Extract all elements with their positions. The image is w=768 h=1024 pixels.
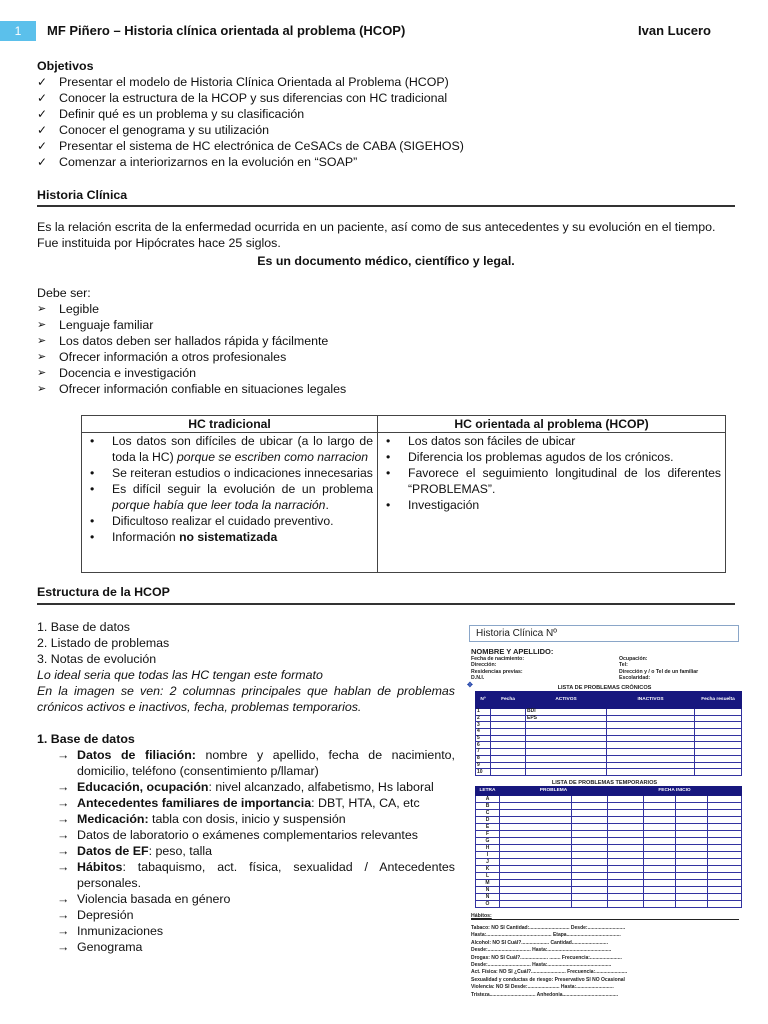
table-cell <box>608 866 644 873</box>
table-cell: H <box>476 845 500 852</box>
historia-key-statement: Es un documento médico, científico y legal. <box>257 254 515 268</box>
table-cell <box>572 859 608 866</box>
table-cell <box>695 755 742 762</box>
table-row <box>476 729 742 736</box>
table-cell <box>572 845 608 852</box>
list-item: 3. Notas de evolución <box>37 652 157 666</box>
table-cell <box>608 894 644 901</box>
table-cell <box>572 838 608 845</box>
table-cell <box>708 838 742 845</box>
list-item: → Inmunizaciones <box>37 923 455 939</box>
table-cell: O <box>476 901 500 908</box>
table-cell <box>491 709 526 716</box>
column-header: HC tradicional <box>82 416 378 433</box>
table-cell <box>526 762 607 769</box>
page-number: 1 <box>0 21 36 41</box>
list-item: → Depresión <box>37 907 455 923</box>
habits-label: Hábitos: <box>471 913 739 920</box>
table-cell <box>491 735 526 742</box>
table-cell <box>676 838 708 845</box>
table-row <box>476 742 742 749</box>
habit-line: Tristeza................................. Anhedonia........................................ <box>471 991 619 998</box>
table-cell <box>500 810 572 817</box>
table-cell: J <box>476 859 500 866</box>
list-item: • Los datos son difíciles de ubicar (a lo largo de toda la HC) porque se escriben como narracion <box>86 433 373 465</box>
table-cell <box>491 769 526 776</box>
table-cell <box>676 873 708 880</box>
list-item: • Se reiteran estudios o indicaciones innecesarias <box>86 465 373 481</box>
table-cell <box>500 831 572 838</box>
table-cell <box>500 817 572 824</box>
table-cell <box>572 887 608 894</box>
estructura-section <box>37 619 455 955</box>
table-cell <box>695 729 742 736</box>
table-cell <box>676 852 708 859</box>
table-cell <box>608 887 644 894</box>
estructura-heading-block <box>37 584 735 605</box>
table-cell <box>500 894 572 901</box>
table-cell <box>607 715 695 722</box>
list-item: • Diferencia los problemas agudos de los crónicos. <box>382 449 721 465</box>
objetivos-section <box>37 58 737 170</box>
table-row <box>476 866 742 873</box>
column-header: HC orientada al problema (HCOP) <box>378 416 726 433</box>
table-cell <box>608 796 644 803</box>
hc-tradicional-cell <box>82 433 378 573</box>
table-cell <box>572 796 608 803</box>
table-cell <box>695 769 742 776</box>
table-cell <box>708 887 742 894</box>
table-row <box>476 880 742 887</box>
debe-ser-list <box>37 301 735 397</box>
table-cell <box>608 852 644 859</box>
form-name-label: NOMBRE Y APELLIDO: <box>471 647 554 656</box>
table-cell <box>491 755 526 762</box>
table-cell <box>526 742 607 749</box>
table-row <box>476 831 742 838</box>
table-cell <box>644 859 676 866</box>
table-cell <box>676 803 708 810</box>
column-header: ACTIVOS <box>526 692 607 709</box>
table-cell <box>644 803 676 810</box>
table-cell <box>491 729 526 736</box>
table-row <box>476 838 742 845</box>
table-cell <box>491 715 526 722</box>
table-row <box>476 887 742 894</box>
table-row <box>476 762 742 769</box>
table-cell <box>676 796 708 803</box>
list-item: ✓ Conocer el genograma y su utilización <box>37 122 737 138</box>
table-row <box>476 817 742 824</box>
table-row <box>476 803 742 810</box>
table-cell <box>607 755 695 762</box>
table-cell <box>500 859 572 866</box>
table-cell <box>708 831 742 838</box>
table-cell <box>708 852 742 859</box>
table-cell <box>708 810 742 817</box>
table-cell <box>644 810 676 817</box>
table-cell <box>572 824 608 831</box>
table-cell <box>708 796 742 803</box>
habit-line: Sexualidad y conductas de riesgo: Preservativo SI NO Ocasional <box>471 976 625 983</box>
table-cell <box>644 831 676 838</box>
table-cell <box>644 894 676 901</box>
list-item: 2. Listado de problemas <box>37 636 170 650</box>
table-cell <box>607 709 695 716</box>
section-divider <box>37 603 735 605</box>
table-cell: 8 <box>476 755 491 762</box>
table-row <box>476 735 742 742</box>
table-cell <box>500 845 572 852</box>
table-row <box>476 894 742 901</box>
list-item: → Datos de EF: peso, talla <box>37 843 455 859</box>
list-item: → Educación, ocupación: nivel alcanzado, alfabetismo, Hs laboral <box>37 779 455 795</box>
table-cell: L <box>476 873 500 880</box>
list-item: ✓ Conocer la estructura de la HCOP y sus diferencias con HC tradicional <box>37 90 737 106</box>
table-cell: 4 <box>476 729 491 736</box>
list-item: • Dificultoso realizar el cuidado preventivo. <box>86 513 373 529</box>
table-cell: 2 <box>476 715 491 722</box>
estructura-list <box>37 619 455 667</box>
table-cell <box>676 859 708 866</box>
table-cell: M <box>476 880 500 887</box>
temp-caption: LISTA DE PROBLEMAS TEMPORARIOS <box>551 780 658 786</box>
list-item: → Hábitos: tabaquismo, act. física, sexualidad / Antecedentes personales. <box>37 859 455 891</box>
habit-line: Tabaco: NO SI Cantidad:............................. Desde:........................... <box>471 925 626 931</box>
table-cell <box>607 735 695 742</box>
table-cell <box>500 880 572 887</box>
table-cell <box>572 866 608 873</box>
form-title: Historia Clínica Nº <box>469 625 739 642</box>
table-cell <box>676 824 708 831</box>
objetivos-list <box>37 74 737 170</box>
list-item: • Los datos son fáciles de ubicar <box>382 433 721 449</box>
table-cell <box>695 735 742 742</box>
table-cell <box>644 866 676 873</box>
table-cell <box>526 722 607 729</box>
column-header: Fecha resuelta <box>695 692 742 709</box>
table-cell <box>608 873 644 880</box>
habit-line: Violencia: NO SI Desde:....................... Hasta:........................... <box>471 984 614 991</box>
table-cell <box>608 810 644 817</box>
table-cell <box>676 866 708 873</box>
habit-line: Hasta:............................................... Etapa....................................... <box>471 932 621 939</box>
table-cell: Ñ <box>476 894 500 901</box>
base-datos-heading: 1. Base de datos <box>37 732 135 746</box>
objetivos-heading: Objetivos <box>37 59 94 73</box>
table-row <box>476 901 742 908</box>
table-cell <box>608 901 644 908</box>
column-header: INACTIVOS <box>607 692 695 709</box>
table-row <box>476 755 742 762</box>
table-cell <box>607 769 695 776</box>
habit-line: Alcohol: NO SI Cuál?.................... Cantidad.......................... <box>471 939 608 946</box>
table-cell <box>708 901 742 908</box>
historia-heading: Historia Clínica <box>37 188 128 202</box>
table-cell <box>500 803 572 810</box>
table-cell <box>708 880 742 887</box>
table-cell <box>695 749 742 756</box>
table-cell <box>572 817 608 824</box>
table-cell <box>708 859 742 866</box>
table-cell <box>526 769 607 776</box>
table-cell <box>607 762 695 769</box>
estructura-note: Lo ideal seria que todas las HC tengan este formato <box>37 668 323 682</box>
table-cell <box>572 803 608 810</box>
table-cell: F <box>476 831 500 838</box>
table-cell <box>500 852 572 859</box>
list-item: • Es difícil seguir la evolución de un problema porque había que leer toda la narración. <box>86 481 373 513</box>
table-cell <box>608 880 644 887</box>
table-cell: 1 <box>476 709 491 716</box>
list-item: ➢ Los datos deben ser hallados rápida y fácilmente <box>37 333 735 349</box>
table-cell: 5 <box>476 735 491 742</box>
list-item: ➢ Legible <box>37 301 735 317</box>
table-cell <box>708 845 742 852</box>
list-item: → Violencia basada en género <box>37 891 455 907</box>
table-cell <box>500 866 572 873</box>
table-row <box>476 810 742 817</box>
table-cell: B <box>476 803 500 810</box>
table-cell <box>608 831 644 838</box>
table-cell <box>644 852 676 859</box>
list-item: → Antecedentes familiares de importancia: DBT, HTA, CA, etc <box>37 795 455 811</box>
list-item: ✓ Presentar el sistema de HC electrónica de CeSACs de CABA (SIGEHOS) <box>37 138 737 154</box>
historia-paragraph: Es la relación escrita de la enfermedad ocurrida en un paciente, así como de sus antecedentes y su evolución en el tiempo. <box>37 220 716 234</box>
table-cell <box>572 831 608 838</box>
table-cell <box>644 838 676 845</box>
table-cell <box>676 810 708 817</box>
list-item: → Datos de filiación: nombre y apellido, fecha de nacimiento, domicilio, teléfono (consentimiento p/llamar) <box>37 747 455 779</box>
chronic-problems-table <box>475 691 742 776</box>
table-row <box>476 709 742 716</box>
table-cell <box>572 901 608 908</box>
table-row <box>476 722 742 729</box>
table-cell <box>572 894 608 901</box>
list-item: ✓ Comenzar a interiorizarnos en la evolución en “SOAP” <box>37 154 737 170</box>
table-cell <box>526 749 607 756</box>
table-cell <box>676 845 708 852</box>
list-item: ➢ Docencia e investigación <box>37 365 735 381</box>
section-divider <box>37 205 735 207</box>
table-cell <box>607 742 695 749</box>
table-cell <box>608 845 644 852</box>
table-cell <box>608 817 644 824</box>
habit-line: Drogas: NO SI Cuál?.................... ........ Frecuencia:....................... <box>471 954 622 961</box>
list-item: 1. Base de datos <box>37 620 130 634</box>
table-cell <box>572 810 608 817</box>
table-cell <box>644 873 676 880</box>
table-cell <box>676 887 708 894</box>
table-cell <box>607 729 695 736</box>
table-cell <box>695 709 742 716</box>
hcop-form-image <box>467 622 742 1017</box>
list-item: ✓ Presentar el modelo de Historia Clínica Orientada al Problema (HCOP) <box>37 74 737 90</box>
table-row <box>476 845 742 852</box>
table-cell: 9 <box>476 762 491 769</box>
table-cell: D <box>476 817 500 824</box>
list-item: ➢ Ofrecer información confiable en situaciones legales <box>37 381 735 397</box>
habit-line: Desde:............................... Hasta:.............................................. <box>471 962 612 969</box>
table-cell: 7 <box>476 749 491 756</box>
table-cell: 3 <box>476 722 491 729</box>
table-cell <box>572 880 608 887</box>
table-cell <box>708 824 742 831</box>
table-cell: C <box>476 810 500 817</box>
chronic-caption: LISTA DE PROBLEMAS CRÓNICOS <box>557 685 652 691</box>
table-row <box>476 824 742 831</box>
table-cell <box>708 873 742 880</box>
table-row <box>476 859 742 866</box>
table-row <box>476 769 742 776</box>
list-item: → Medicación: tabla con dosis, inicio y suspensión <box>37 811 455 827</box>
table-cell: K <box>476 866 500 873</box>
table-cell <box>526 755 607 762</box>
table-cell <box>644 824 676 831</box>
table-cell <box>500 901 572 908</box>
table-row <box>476 873 742 880</box>
table-cell <box>572 852 608 859</box>
table-row <box>476 852 742 859</box>
table-cell <box>695 715 742 722</box>
table-cell: N <box>476 887 500 894</box>
list-item: ✓ Definir qué es un problema y su clasificación <box>37 106 737 122</box>
table-cell: EPS <box>526 715 607 722</box>
table-cell <box>644 887 676 894</box>
table-cell <box>695 722 742 729</box>
table-row <box>476 715 742 722</box>
table-cell <box>491 749 526 756</box>
table-cell <box>644 796 676 803</box>
table-row <box>476 796 742 803</box>
move-handle-icon: ✥ <box>467 682 473 689</box>
list-item: ➢ Lenguaje familiar <box>37 317 735 333</box>
column-header: Nº <box>476 692 491 709</box>
list-item: ➢ Ofrecer información a otros profesionales <box>37 349 735 365</box>
table-cell <box>695 762 742 769</box>
table-cell <box>500 838 572 845</box>
table-cell: G <box>476 838 500 845</box>
table-cell <box>644 845 676 852</box>
table-cell <box>607 749 695 756</box>
table-cell <box>644 817 676 824</box>
table-cell <box>608 859 644 866</box>
table-cell <box>708 817 742 824</box>
table-cell: 10 <box>476 769 491 776</box>
column-header: Fecha <box>491 692 526 709</box>
table-cell <box>644 901 676 908</box>
table-cell <box>608 838 644 845</box>
table-cell <box>676 894 708 901</box>
document-title: MF Piñero – Historia clínica orientada al problema (HCOP) <box>47 23 406 38</box>
list-item: • Favorece el seguimiento longitudinal de los diferentes “PROBLEMAS”. <box>382 465 721 497</box>
habit-line: Act. Física: NO SI ¿Cuál?......................... Frecuencia:....................... <box>471 969 628 976</box>
debe-ser-label: Debe ser: <box>37 286 91 300</box>
list-item: • Investigación <box>382 497 721 513</box>
base-datos-list <box>37 747 455 955</box>
estructura-heading: Estructura de la HCOP <box>37 585 170 599</box>
temp-problems-table: LETRA PROBLEMA FECHA INICIO A B C D E F G H I J K L M N Ñ O <box>475 786 742 908</box>
table-cell <box>491 722 526 729</box>
table-cell <box>676 880 708 887</box>
habit-line: Desde:............................... Hasta:.............................................. <box>471 947 612 954</box>
table-cell <box>695 742 742 749</box>
table-cell <box>676 901 708 908</box>
table-cell: A <box>476 796 500 803</box>
table-cell <box>526 729 607 736</box>
estructura-note: En la imagen se ven: 2 columnas principales que hablan de problemas crónicos activos e inactivos, fecha, problemas temporarios. <box>37 684 455 714</box>
list-item: → Genograma <box>37 939 455 955</box>
table-cell <box>608 824 644 831</box>
table-cell <box>644 880 676 887</box>
table-cell <box>708 894 742 901</box>
form-fields-left: Fecha de nacimiento: Dirección: Residencias previas: D.N.I. <box>471 656 525 681</box>
table-cell <box>708 866 742 873</box>
table-cell: E <box>476 824 500 831</box>
table-cell: BDI <box>526 709 607 716</box>
table-cell <box>500 873 572 880</box>
table-cell <box>500 887 572 894</box>
table-cell <box>500 824 572 831</box>
historia-paragraph: Fue instituida por Hipócrates hace 25 siglos. <box>37 236 281 250</box>
document-author: Ivan Lucero <box>638 23 711 38</box>
form-fields-right: Ocupación: Tel: Dirección y / o Tel de un familiar Escolaridad: <box>619 656 699 681</box>
table-cell <box>572 873 608 880</box>
table-cell: I <box>476 852 500 859</box>
hcop-cell <box>378 433 726 573</box>
table-cell <box>526 735 607 742</box>
table-cell <box>500 796 572 803</box>
list-item: • Información no sistematizada <box>86 529 373 545</box>
table-cell <box>676 817 708 824</box>
list-item: → Datos de laboratorio o exámenes complementarios relevantes <box>37 827 455 843</box>
table-cell <box>491 742 526 749</box>
table-cell <box>676 831 708 838</box>
table-cell: 6 <box>476 742 491 749</box>
table-cell <box>607 722 695 729</box>
table-row <box>476 749 742 756</box>
table-cell <box>708 803 742 810</box>
comparison-table <box>81 415 726 573</box>
historia-section <box>37 187 735 397</box>
table-cell <box>491 762 526 769</box>
table-cell <box>608 803 644 810</box>
habits-lines <box>471 925 739 999</box>
